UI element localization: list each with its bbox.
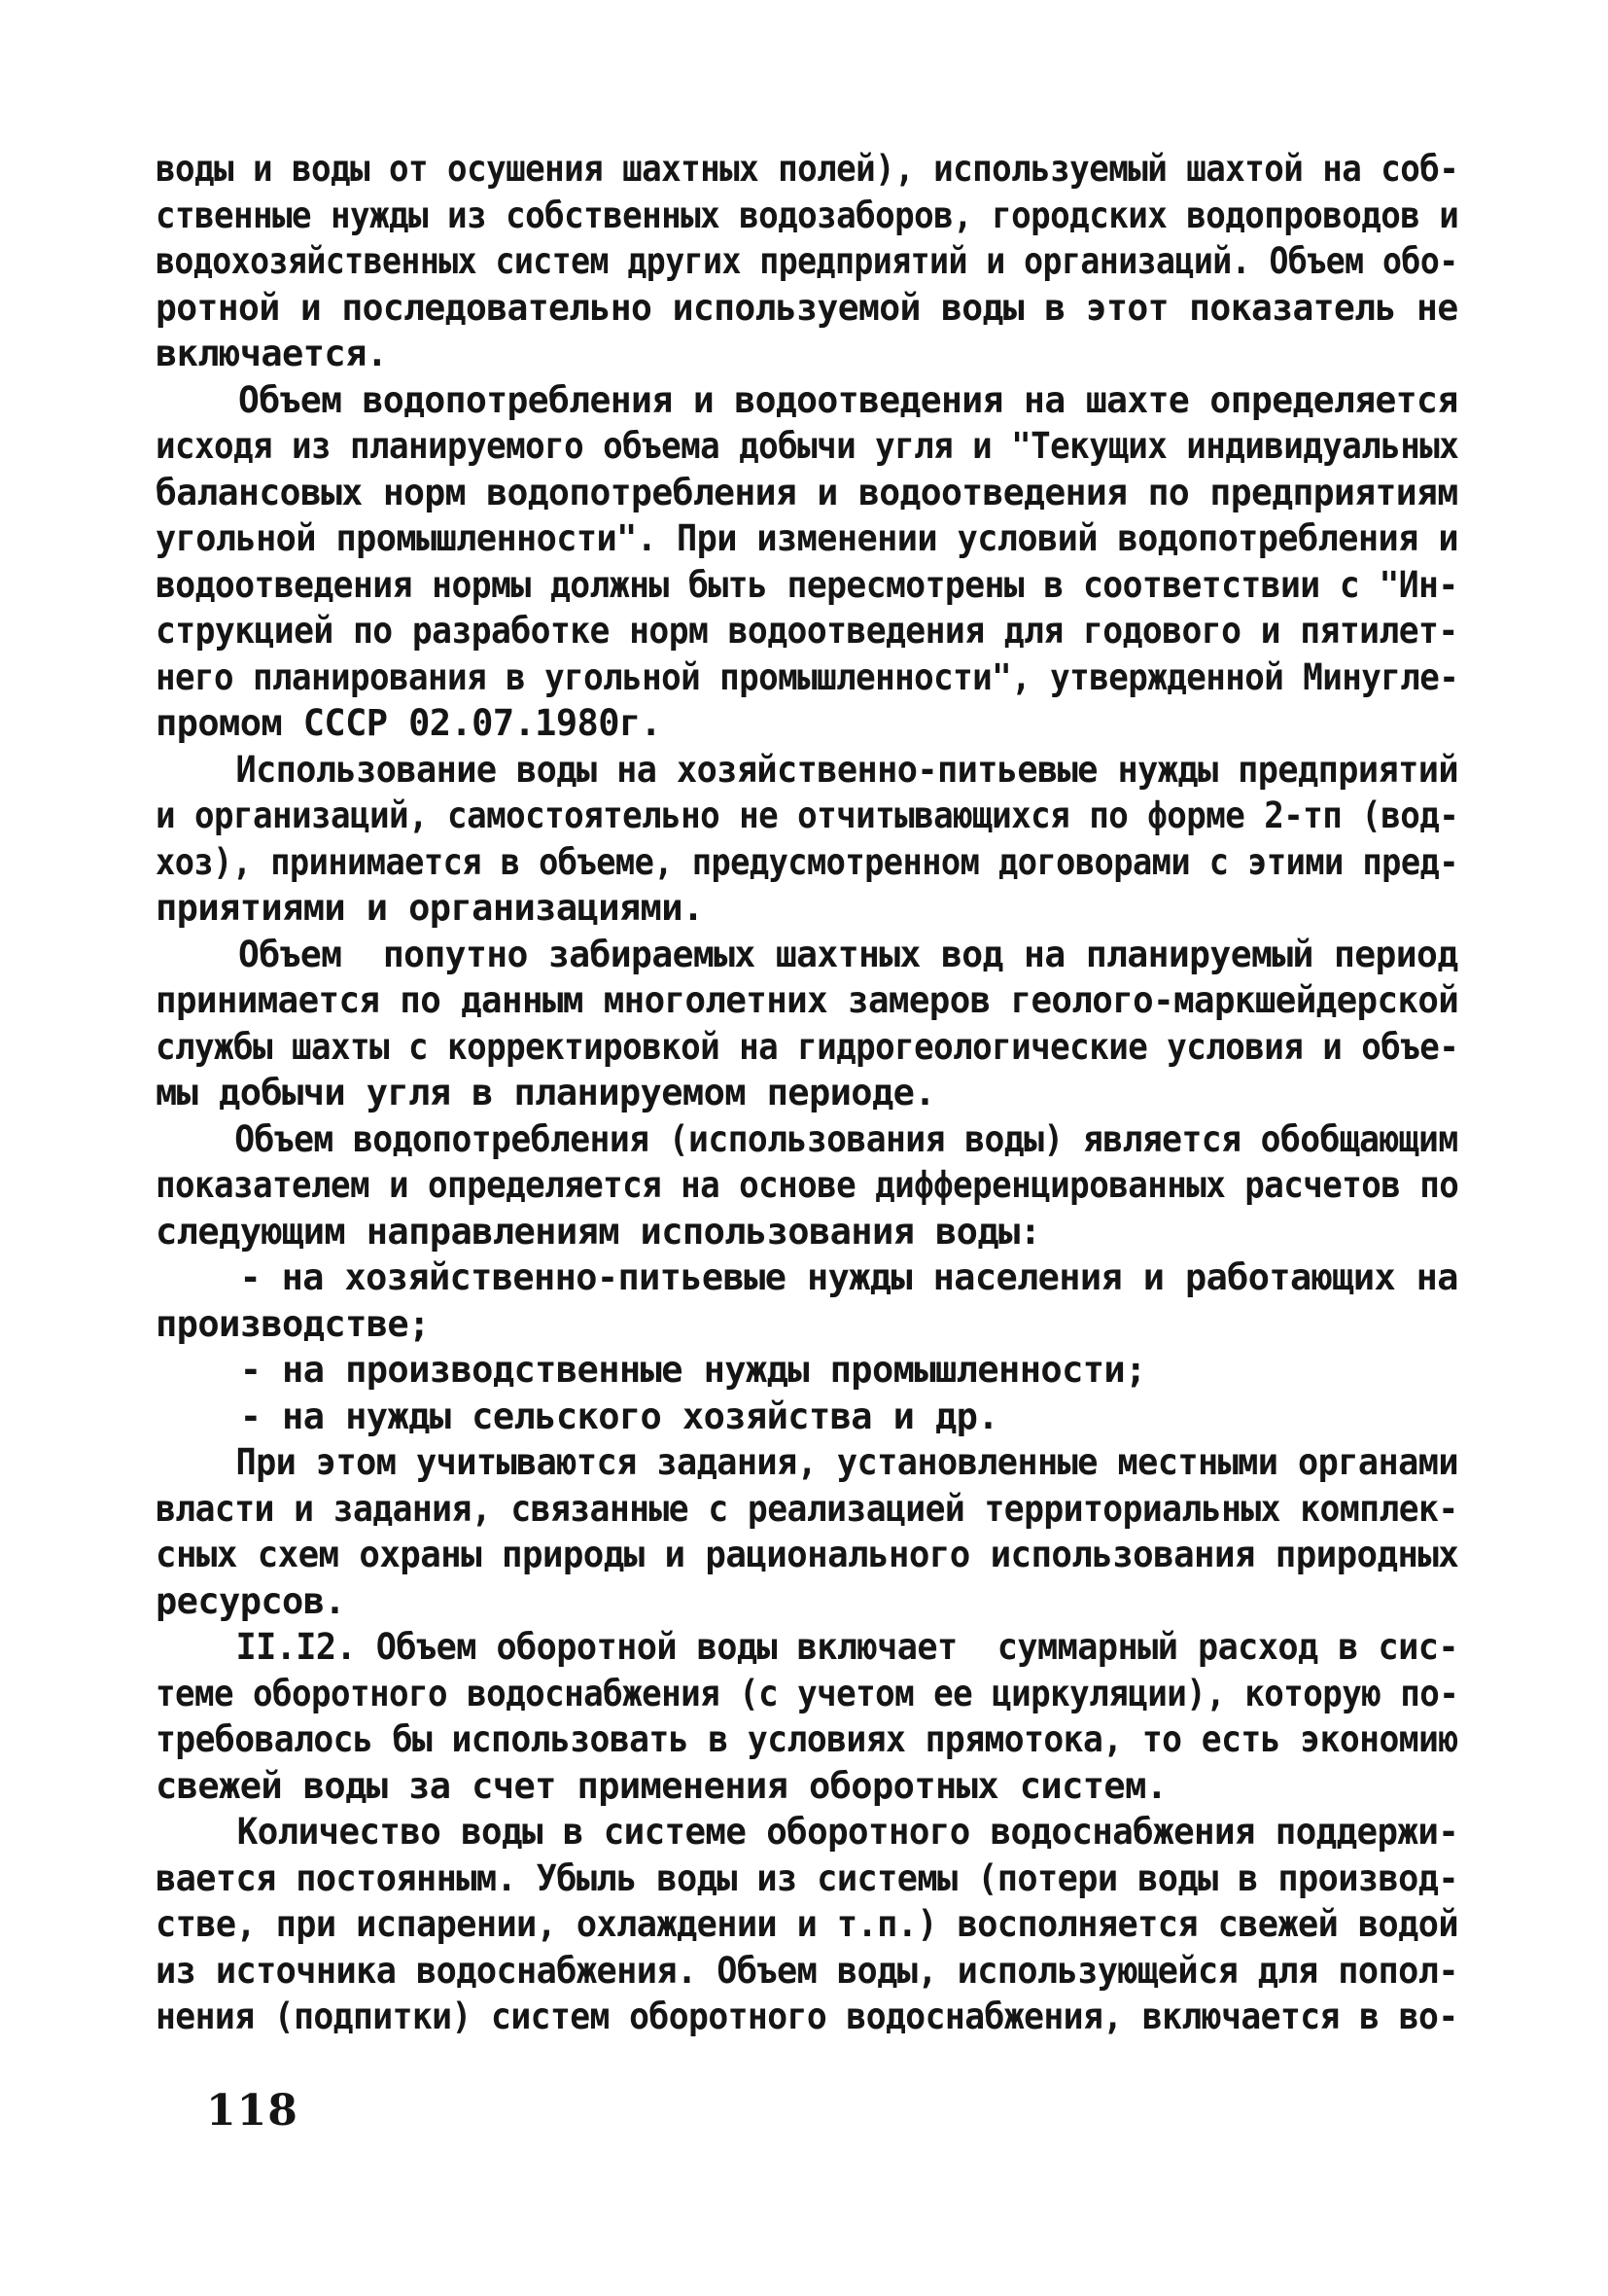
text-line: службы шахты с корректировкой на гидрогеологические условия и объе- <box>156 1025 1459 1068</box>
text-line: из источника водоснабжения. Объем воды, использующейся для попол- <box>156 1949 1458 1992</box>
text-line: струкцией по разработке норм водоотведения для годового и пятилет- <box>156 610 1458 652</box>
text-line: Использование воды на хозяйственно-питьевые нужды предприятий <box>156 748 1458 791</box>
text-line: приятиями и организациями. <box>156 887 704 929</box>
text-line: сных схем охраны природы и рационального использования природных <box>156 1534 1459 1575</box>
text-line: промом СССР 02.07.1980г. <box>156 702 662 744</box>
text-line: водоотведения нормы должны быть пересмотрены в соответствии с "Ин- <box>156 563 1458 606</box>
text-line: - на нужды сельского хозяйства и др. <box>156 1395 999 1437</box>
text-line: водохозяйственных систем других предприятий и организаций. Объем обо- <box>156 240 1458 282</box>
text-line: нения (подпитки) систем оборотного водоснабжения, включается в во- <box>156 1996 1458 2037</box>
text-line: следующим направлениям использования воды: <box>156 1210 1041 1253</box>
text-line: ственные нужды из собственных водозаборов, городских водопроводов и <box>156 194 1459 236</box>
text-line: показателем и определяется на основе дифференцированных расчетов по <box>156 1164 1459 1206</box>
text-line: производстве; <box>156 1302 430 1345</box>
text-line: - на хозяйственно-питьевые нужды населения и работающих на <box>156 1256 1458 1298</box>
text-line: него планирования в угольной промышленности", утвержденной Минугле- <box>156 655 1459 698</box>
text-line: исходя из планируемого объема добычи угля и "Текущих индивидуальных <box>156 425 1459 467</box>
text-line: Количество воды в системе оборотного водоснабжения поддержи- <box>156 1811 1459 1853</box>
text-line: включается. <box>156 333 388 374</box>
text-line: Объем попутно забираемых шахтных вод на планируемый период <box>156 933 1458 975</box>
page-number: 118 <box>206 2086 298 2136</box>
text-line: стве, при испарении, охлаждении и т.п.) восполняется свежей водой <box>156 1903 1458 1945</box>
text-line: принимается по данным многолетних замеров геолого-маркшейдерской <box>156 979 1459 1021</box>
text-line: Объем водопотребления (использования воды) является обобщающим <box>156 1117 1458 1160</box>
text-line: - на производственные нужды промышленности; <box>156 1349 1146 1391</box>
text-line: ротной и последовательно используемой воды в этот показатель не <box>156 286 1458 329</box>
text-line: и организаций, самостоятельно не отчитывающихся по форме 2-тп (вод- <box>156 795 1459 836</box>
text-line: требовалось бы использовать в условиях прямотока, то есть экономию <box>156 1718 1458 1760</box>
text-line: ресурсов. <box>156 1579 346 1622</box>
text-line: хоз), принимается в объеме, предусмотренном договорами с этими пред- <box>156 840 1458 883</box>
text-line: угольной промышленности". При изменении условий водопотребления и <box>156 517 1458 559</box>
text-line: Объем водопотребления и водоотведения на шахте определяется <box>156 378 1458 421</box>
text-line: теме оборотного водоснабжения (с учетом ее циркуляции), которую по- <box>156 1672 1459 1714</box>
text-line: воды и воды от осушения шахтных полей), используемый шахтой на соб- <box>156 148 1459 190</box>
text-line: власти и задания, связанные с реализацией территориальных комплек- <box>156 1487 1458 1530</box>
text-line: мы добычи угля в планируемом периоде. <box>156 1072 936 1113</box>
text-line: вается постоянным. Убыль воды из системы (потери воды в производ- <box>156 1856 1458 1899</box>
text-line: свежей воды за счет применения оборотных систем. <box>156 1764 1168 1807</box>
body-text <box>156 146 1458 2040</box>
text-line: II.I2. Объем оборотной воды включает суммарный расход в сис- <box>156 1626 1458 1668</box>
text-line: балансовых норм водопотребления и водоотведения по предприятиям <box>156 471 1458 513</box>
text-line: При этом учитываются задания, установленные местными органами <box>156 1441 1458 1483</box>
